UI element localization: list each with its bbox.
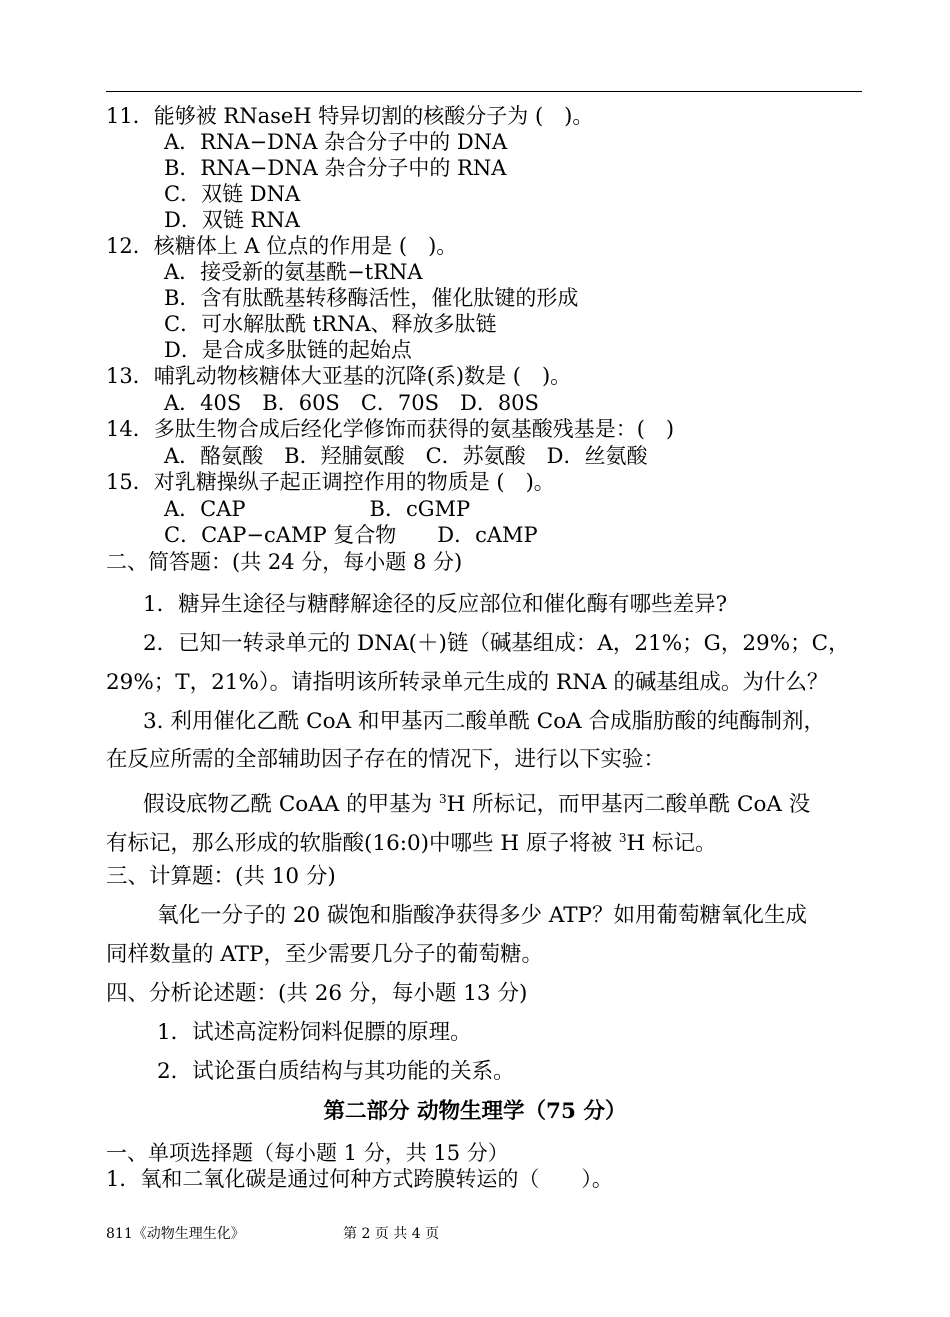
question-15-option-c: C．CAP−cAMP 复合物 bbox=[164, 523, 397, 547]
q3-line3-text-a: 假设底物乙酰 CoAA 的甲基为 bbox=[143, 792, 439, 818]
question-12-stem: 12．核糖体上 A 位点的作用是 ( )。 bbox=[106, 234, 458, 258]
footer-page-number: 第 2 页 共 4 页 bbox=[343, 1226, 440, 1242]
question-14-stem: 14．多肽生物合成后经化学修饰而获得的氨基酸残基是：( ) bbox=[106, 417, 675, 441]
q3-line4-text-b: H 标记。 bbox=[626, 831, 717, 857]
question-11-option-d: D．双链 RNA bbox=[164, 208, 300, 232]
part2-heading: 第二部分 动物生理学（75 分） bbox=[323, 1099, 627, 1124]
question-11-option-a: A．RNA−DNA 杂合分子中的 DNA bbox=[164, 130, 508, 154]
q3-line4-text-a: 有标记，那么形成的软脂酸(16:0)中哪些 H 原子将被 bbox=[106, 831, 619, 857]
short-answer-q1: 1．糖异生途径与糖酵解途径的反应部位和催化酶有哪些差异? bbox=[143, 592, 728, 617]
q3-line3-text-b: H 所标记，而甲基丙二酸单酰 CoA 没 bbox=[446, 792, 811, 818]
superscript-3: 3 bbox=[618, 831, 627, 845]
analysis-q2: 2．试论蛋白质结构与其功能的关系。 bbox=[157, 1059, 515, 1084]
short-answer-q3-line3 bbox=[143, 786, 810, 818]
question-13-stem: 13．哺乳动物核糖体大亚基的沉降(系)数是 ( )。 bbox=[106, 364, 572, 388]
question-12-option-a: A．接受新的氨基酰−tRNA bbox=[164, 260, 423, 284]
question-15-stem: 15．对乳糖操纵子起正调控作用的物质是 ( )。 bbox=[106, 470, 555, 494]
question-12-option-b: B．含有肽酰基转移酶活性，催化肽键的形成 bbox=[164, 286, 579, 310]
question-12-option-d: D．是合成多肽链的起始点 bbox=[164, 338, 412, 362]
question-11-option-b: B．RNA−DNA 杂合分子中的 RNA bbox=[164, 156, 507, 180]
calculation-title: 三、计算题：(共 10 分) bbox=[106, 864, 336, 889]
short-answer-q3-line4 bbox=[106, 825, 717, 857]
analysis-title: 四、分析论述题：(共 26 分，每小题 13 分) bbox=[106, 981, 528, 1006]
superscript-3: 3 bbox=[438, 792, 447, 806]
short-answer-q2-line2: 29%；T，21%）。请指明该所转录单元生成的 RNA 的碱基组成。为什么？ bbox=[106, 670, 829, 695]
short-answer-q2-line1: 2．已知一转录单元的 DNA(＋)链（碱基组成：A，21%；G，29%；C， bbox=[143, 631, 850, 656]
question-12-option-c: C．可水解肽酰 tRNA、释放多肽链 bbox=[164, 312, 497, 336]
part2-question-1: 1．氧和二氧化碳是通过何种方式跨膜转运的（ ）。 bbox=[106, 1167, 613, 1191]
short-answer-q3-line1: 3. 利用催化乙酰 CoA 和甲基丙二酸单酰 CoA 合成脂肪酸的纯酶制剂， bbox=[143, 709, 826, 734]
question-14-options: A．酪氨酸 B．羟脯氨酸 C．苏氨酸 D．丝氨酸 bbox=[164, 444, 648, 468]
question-15-option-d: D．cAMP bbox=[437, 523, 538, 547]
question-15-options-row1 bbox=[164, 496, 470, 522]
analysis-q1: 1．试述高淀粉饲料促膘的原理。 bbox=[157, 1020, 472, 1045]
question-13-options: A．40S B．60S C．70S D．80S bbox=[164, 391, 539, 415]
short-answer-q3-line2: 在反应所需的全部辅助因子存在的情况下，进行以下实验： bbox=[106, 747, 666, 772]
question-15-options-row2 bbox=[164, 522, 538, 548]
question-11-stem: 11．能够被 RNaseH 特异切割的核酸分子为 ( )。 bbox=[106, 104, 594, 128]
short-answer-title: 二、简答题：(共 24 分，每小题 8 分) bbox=[106, 550, 463, 574]
part2-section-title: 一、单项选择题（每小题 1 分，共 15 分） bbox=[106, 1141, 509, 1165]
header-rule bbox=[106, 91, 862, 92]
question-15-option-a: A．CAP bbox=[164, 497, 246, 521]
question-15-option-b: B．cGMP bbox=[369, 497, 471, 521]
calculation-line2: 同样数量的 ATP，至少需要几分子的葡萄糖。 bbox=[106, 942, 543, 967]
question-11-option-c: C．双链 DNA bbox=[164, 182, 301, 206]
calculation-line1: 氧化一分子的 20 碳饱和脂酸净获得多少 ATP？如用葡萄糖氧化生成 bbox=[157, 903, 808, 928]
footer-course: 811《动物生理生化》 bbox=[106, 1226, 245, 1242]
